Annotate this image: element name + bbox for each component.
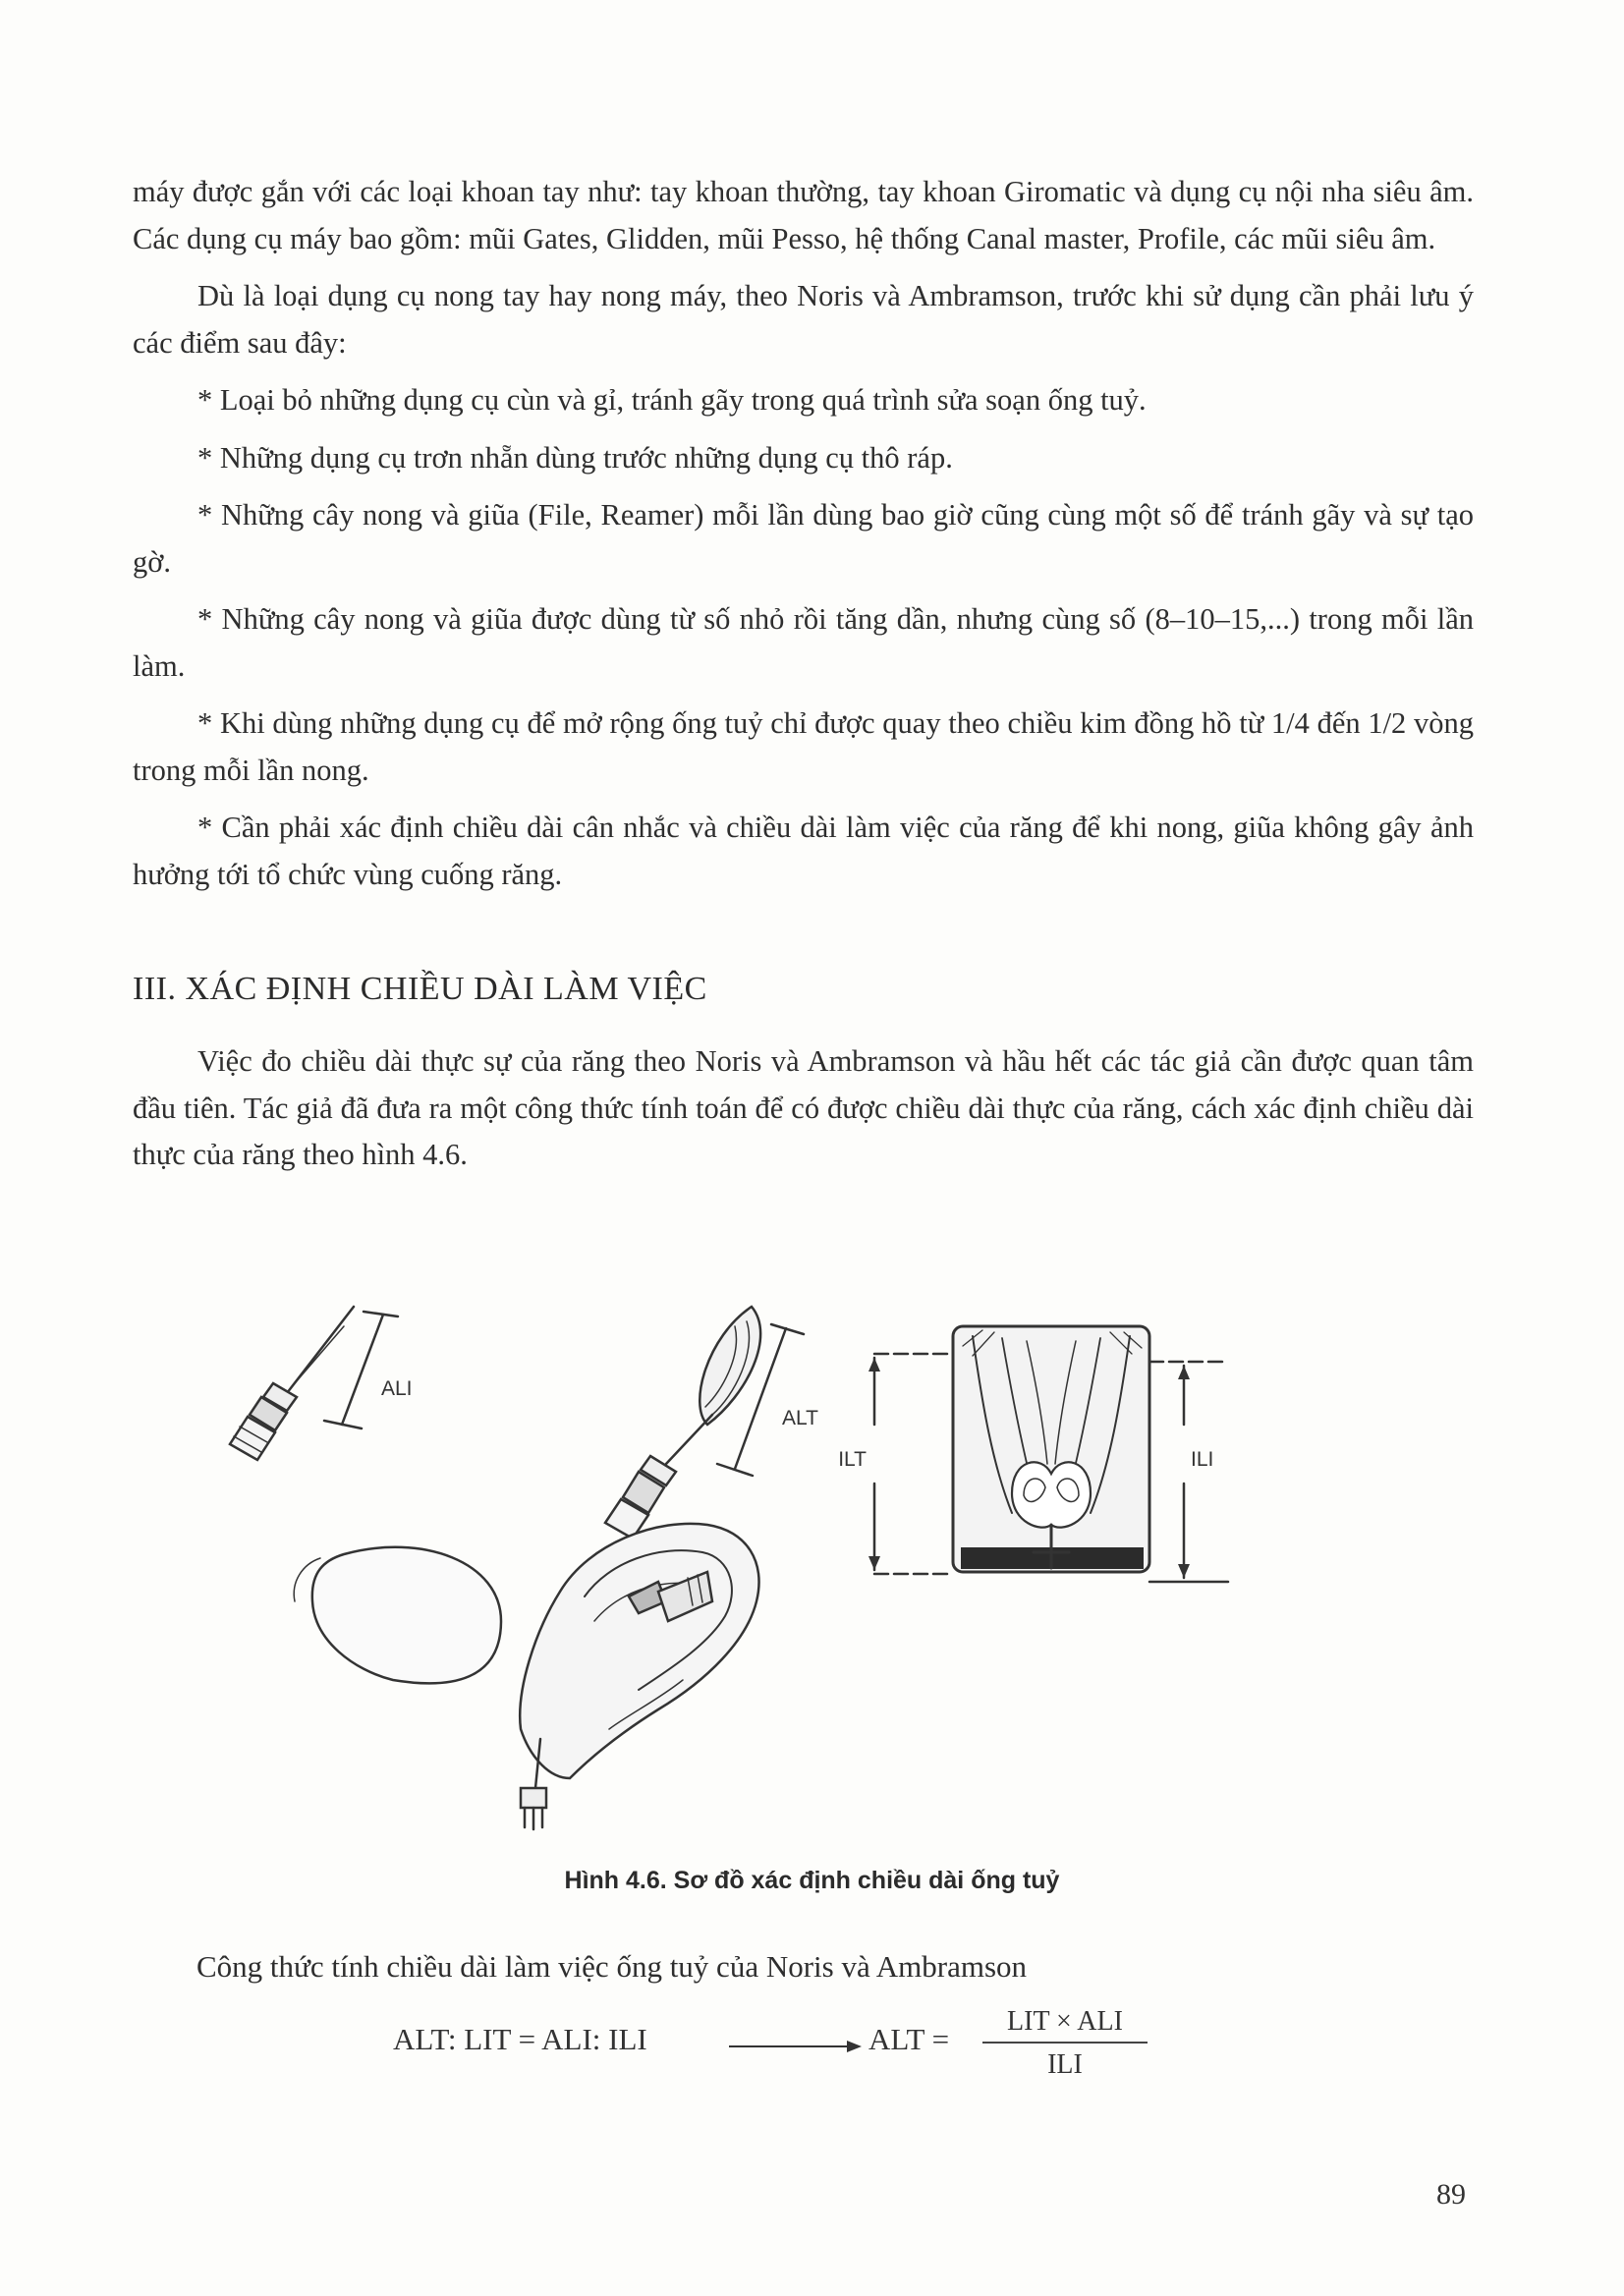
formula xyxy=(393,2006,1179,2102)
paragraph-instruments: máy được gắn với các loại khoan tay như: tay khoan thường, tay khoan Giromatic và dụng cụ nội nha siêu âm. Các dụng cụ máy bao gồm: mũi Gates, Glidden, mũi Pesso, hệ thống Canal master, Profile, các mũi siêu âm. xyxy=(133,175,1474,255)
fraction-numerator: LIT × ALI xyxy=(1007,2006,1123,2037)
bullet-4: * Những cây nong và giũa được dùng từ số nhỏ rồi tăng dần, nhưng cùng số (8–10–15,...) trong mỗi lần làm. xyxy=(133,602,1474,683)
formula-fraction xyxy=(982,2004,1148,2083)
section-heading: III. XÁC ĐỊNH CHIỀU DÀI LÀM VIỆC xyxy=(133,971,707,1007)
label-ili: ILI xyxy=(1191,1448,1214,1471)
file-instrument-2 xyxy=(605,1307,760,1539)
jaw-sketch xyxy=(520,1524,758,1829)
paragraph-notes-intro: Dù là loại dụng cụ nong tay hay nong máy, theo Noris và Ambramson, trước khi sử dụng cần phải lưu ý các điểm sau đây: xyxy=(133,279,1474,360)
page-number: 89 xyxy=(1436,2178,1466,2211)
body-text-top xyxy=(133,169,1474,898)
fraction-bar xyxy=(982,2042,1148,2044)
figure-caption: Hình 4.6. Sơ đồ xác định chiều dài ống tuỷ xyxy=(564,1867,1060,1894)
formula-left: ALT: LIT = ALI: ILI xyxy=(393,2022,647,2056)
arrow-right-icon xyxy=(729,2040,862,2053)
radiograph-tooth-image xyxy=(953,1326,1149,1572)
bullet-1: * Loại bỏ những dụng cụ cùn và gỉ, tránh gãy trong quá trình sửa soạn ống tuỷ. xyxy=(197,383,1147,417)
figure-4-6 xyxy=(196,1267,1434,1857)
bullet-3: * Những cây nong và giũa (File, Reamer) mỗi lần dùng bao giờ cũng cùng một số để tránh gãy và sự tạo gờ. xyxy=(133,498,1474,579)
formula-intro: Công thức tính chiều dài làm việc ống tuỷ của Noris và Ambramson xyxy=(196,1949,1028,1984)
bullet-2: * Những dụng cụ trơn nhẵn dùng trước những dụng cụ thô ráp. xyxy=(197,440,953,475)
label-alt: ALT xyxy=(782,1407,818,1429)
file-instrument-1 xyxy=(230,1307,354,1460)
root-canal-length-diagram xyxy=(196,1267,1434,1857)
bullet-5: * Khi dùng những dụng cụ để mở rộng ống tuỷ chỉ được quay theo chiều kim đồng hồ từ 1/4 đến 1/2 vòng trong mỗi lần nong. xyxy=(133,706,1474,787)
paragraph-working-length: Việc đo chiều dài thực sự của răng theo Noris và Ambramson và hầu hết các tác giả cần được quan tâm đầu tiên. Tác giả đã đưa ra một công thức tính toán để có được chiều dài thực của răng, cách xác định chiều dài thực của răng theo hình 4.6. xyxy=(133,1044,1474,1171)
formula-right: ALT = xyxy=(868,2022,950,2056)
bullet-6: * Cần phải xác định chiều dài cân nhắc và chiều dài làm việc của răng để khi nong, giũa không gây ảnh hưởng tới tổ chức vùng cuống răng. xyxy=(133,811,1474,891)
label-ilt: ILT xyxy=(838,1448,867,1471)
label-ali: ALI xyxy=(381,1377,413,1400)
body-text-section xyxy=(133,1038,1474,1179)
fraction-denominator: ILI xyxy=(1047,2049,1083,2080)
